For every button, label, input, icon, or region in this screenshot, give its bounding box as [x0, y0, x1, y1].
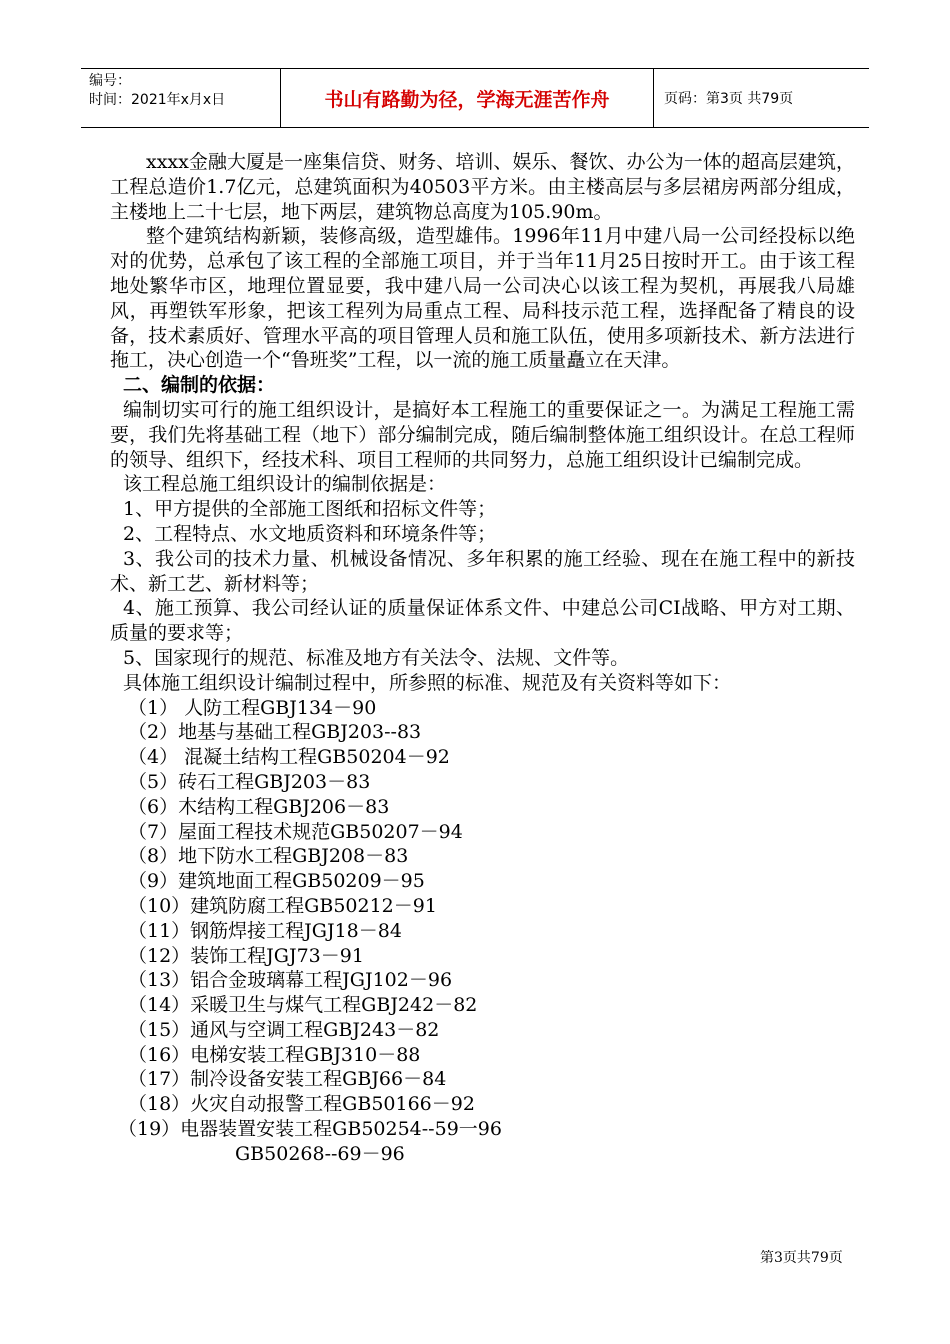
standard-item: （11）钢筋焊接工程JGJ18－84 — [128, 919, 402, 942]
standard-item: （13）铝合金玻璃幕工程JGJ102－96 — [128, 969, 453, 992]
standard-item: （7）屋面工程技术规范GB50207－94 — [128, 820, 463, 843]
motto: 书山有路勤为径，学海无涯苦作舟 — [281, 69, 654, 127]
basis-item-5: 5、国家现行的规范、标准及地方有关法令、法规、文件等。 — [123, 646, 630, 669]
header-page-number: 页码：第3页 共79页 — [664, 91, 794, 107]
basis-item-1: 1、甲方提供的全部施工图纸和招标文件等； — [123, 498, 497, 521]
standard-item: （17）制冷设备安装工程GBJ66－84 — [128, 1068, 447, 1091]
code-label: 编号： — [89, 73, 131, 89]
basis-item-3: 3、我公司的技术力量、机械设备情况、多年积累的施工经验、现在在施工程中的新技术、新工艺、新材料等； — [110, 547, 855, 595]
standard-item-continuation: GB50268--69－96 — [235, 1142, 405, 1165]
paragraph-overview: 整个建筑结构新颖，装修高级，造型雄伟。1996年11月中建八局一公司经投标以绝对的优势，总承包了该工程的全部施工项目，并于当年11月25日按时开工。由于该工程地处繁华市区，地理位置显要，我中建八局一公司决心以该工程为契机，再展我八局雄风，再塑铁军形象，把该工程列为局重点工程、局科技示范工程，选择配备了精良的设备，技术素质好、管理水平高的项目管理人员和施工队伍，使用多项新技术、新方法进行拖工，决心创造一个“鲁班奖”工程，以一流的施工质量矗立在天津。 — [110, 225, 855, 372]
header-meta — [81, 69, 281, 127]
basis-item-2: 2、工程特点、水文地质资料和环境条件等； — [123, 522, 497, 545]
document-body — [110, 150, 855, 1167]
standard-item: （10）建筑防腐工程GB50212－91 — [128, 894, 437, 917]
standard-item: （6）木结构工程GBJ206－83 — [128, 795, 390, 818]
basis-item-4: 4、施工预算、我公司经认证的质量保证体系文件、中建总公司CI战略、甲方对工期、质量的要求等； — [110, 597, 855, 645]
standard-item: （12）装饰工程JGJ73－91 — [128, 944, 364, 967]
standard-item: （4） 混凝土结构工程GB50204－92 — [128, 746, 450, 769]
standard-item: （16）电梯安装工程GBJ310－88 — [128, 1043, 421, 1066]
standard-item: （19）电器装置安装工程GB50254--59一96 — [118, 1118, 502, 1141]
standard-item: （8）地下防水工程GBJ208－83 — [128, 845, 409, 868]
paragraph-basis-intro: 该工程总施工组织设计的编制依据是： — [123, 473, 447, 496]
standard-item: （2）地基与基础工程GBJ203--83 — [128, 721, 422, 744]
standard-item: （9）建筑地面工程GB50209－95 — [128, 870, 425, 893]
standard-item: （5）砖石工程GBJ203－83 — [128, 770, 371, 793]
page-footer: 第3页共79页 — [760, 1250, 843, 1266]
paragraph-standards-intro: 具体施工组织设计编制过程中，所参照的标准、规范及有关资料等如下： — [123, 671, 732, 694]
standard-item: （14）采暖卫生与煤气工程GBJ242－82 — [128, 994, 478, 1017]
standard-item: （18）火灾自动报警工程GB50166－92 — [128, 1093, 475, 1116]
standards-list — [110, 696, 855, 1167]
date-label: 时间：2021年x月x日 — [89, 92, 226, 108]
page-header — [81, 68, 869, 128]
paragraph-intro: xxxx金融大厦是一座集信贷、财务、培训、娱乐、餐饮、办公为一体的超高层建筑，工程总造价1.7亿元，总建筑面积为40503平方米。由主楼高层与多层裙房两部分组成，主楼地上二十七层，地下两层，建筑物总高度为105.90m。 — [110, 151, 855, 223]
standard-item: （1） 人防工程GBJ134－90 — [128, 696, 377, 719]
paragraph-basis: 编制切实可行的施工组织设计，是搞好本工程施工的重要保证之一。为满足工程施工需要，我们先将基础工程（地下）部分编制完成，随后编制整体施工组织设计。在总工程师的领导、组织下，经技术科、项目工程师的共同努力，总施工组织设计已编制完成。 — [110, 398, 855, 471]
section-heading: 二、编制的依据： — [123, 374, 276, 397]
standard-item: （15）通风与空调工程GBJ243－82 — [128, 1018, 440, 1041]
